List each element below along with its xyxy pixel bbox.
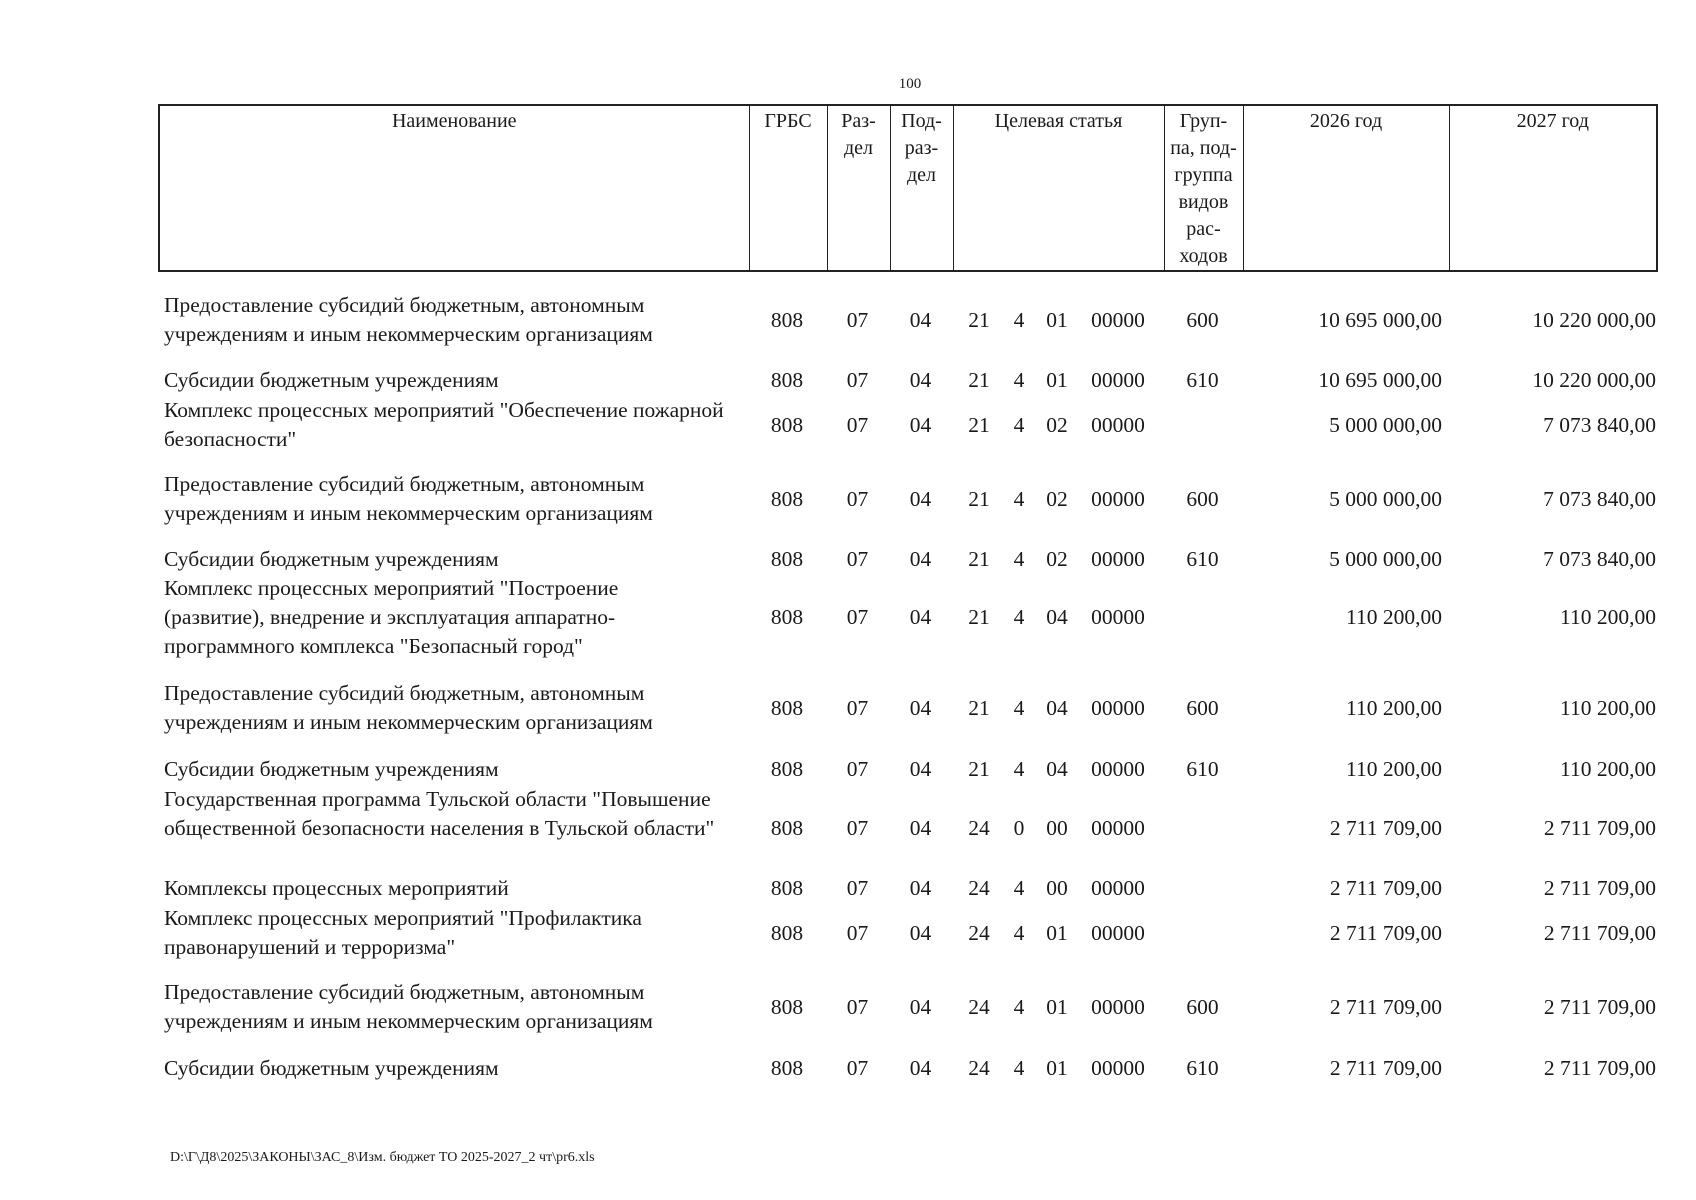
cell-y2027: 7 073 840,00 — [1543, 412, 1656, 437]
cell-rz: 07 — [846, 1056, 869, 1080]
cell-t4: 00000 — [1091, 757, 1145, 781]
header-name: Наименование — [159, 105, 749, 271]
cell-t3: 04 — [1046, 605, 1068, 629]
cell-y2027: 2 711 709,00 — [1543, 876, 1656, 900]
cell-t2: 4 — [1013, 412, 1025, 437]
cell-t3: 02 — [1046, 547, 1068, 571]
cell-t4: 00000 — [1091, 307, 1145, 332]
cell-grbs: 808 — [770, 757, 804, 781]
cell-t3: 00 — [1046, 816, 1068, 840]
cell-vr: 600 — [1186, 695, 1219, 720]
cell-t1: 24 — [968, 994, 990, 1019]
cell-vr: 600 — [1186, 994, 1219, 1019]
cell-t1: 21 — [968, 757, 990, 781]
table-header — [158, 104, 1658, 272]
cell-rz: 07 — [846, 307, 869, 332]
cell-y2026: 2 711 709,00 — [1329, 994, 1442, 1019]
cell-t3: 01 — [1046, 1056, 1068, 1080]
cell-vr: 600 — [1186, 486, 1219, 511]
cell-pr: 04 — [909, 757, 932, 781]
cell-pr: 04 — [909, 876, 932, 900]
cell-t3: 01 — [1046, 368, 1068, 392]
cell-y2027: 110 200,00 — [1560, 605, 1656, 629]
cell-y2027: 2 711 709,00 — [1543, 1056, 1656, 1080]
cell-y2027: 110 200,00 — [1560, 695, 1656, 720]
cell-grbs: 808 — [770, 307, 804, 332]
cell-y2026: 5 000 000,00 — [1329, 547, 1442, 571]
cell-pr: 04 — [909, 994, 932, 1019]
cell-rz: 07 — [846, 547, 869, 571]
cell-y2026: 10 695 000,00 — [1318, 307, 1442, 332]
cell-y2026: 110 200,00 — [1346, 757, 1442, 781]
row-name: Субсидии бюджетным учреждениям — [164, 547, 499, 571]
cell-y2027: 10 220 000,00 — [1532, 307, 1656, 332]
cell-pr: 04 — [909, 695, 932, 720]
cell-y2027: 7 073 840,00 — [1543, 486, 1656, 511]
cell-vr: 610 — [1186, 757, 1219, 781]
cell-rz: 07 — [846, 412, 869, 437]
cell-pr: 04 — [909, 547, 932, 571]
cell-t4: 00000 — [1091, 876, 1145, 900]
cell-y2026: 5 000 000,00 — [1329, 486, 1442, 511]
cell-y2026: 110 200,00 — [1346, 695, 1442, 720]
cell-t2: 4 — [1013, 605, 1025, 629]
header-expense-group: Груп- па, под- группа видов рас- ходов — [1164, 105, 1243, 271]
cell-pr: 04 — [909, 486, 932, 511]
cell-y2027: 2 711 709,00 — [1543, 994, 1656, 1019]
cell-vr: 610 — [1186, 547, 1219, 571]
header-target-article: Целевая статья — [953, 105, 1164, 271]
cell-rz: 07 — [846, 876, 869, 900]
row-name: Субсидии бюджетным учреждениям — [164, 368, 499, 392]
cell-rz: 07 — [846, 920, 869, 945]
cell-grbs: 808 — [770, 920, 804, 945]
cell-t4: 00000 — [1091, 605, 1145, 629]
cell-grbs: 808 — [770, 994, 804, 1019]
cell-t4: 00000 — [1091, 486, 1145, 511]
cell-y2026: 10 695 000,00 — [1318, 368, 1442, 392]
cell-t2: 4 — [1013, 1056, 1025, 1080]
cell-t4: 00000 — [1091, 920, 1145, 945]
cell-rz: 07 — [846, 816, 869, 840]
cell-t1: 24 — [968, 920, 990, 945]
cell-t3: 02 — [1046, 412, 1068, 437]
header-subsection: Под- раз- дел — [890, 105, 953, 271]
cell-t1: 21 — [968, 547, 990, 571]
row-name: Комплекс процессных мероприятий "Построение (развитие), внедрение и эксплуатация аппаратно-программного комплекса "Безопасный город" — [164, 576, 619, 658]
cell-pr: 04 — [909, 368, 932, 392]
cell-y2027: 110 200,00 — [1560, 757, 1656, 781]
cell-t3: 01 — [1046, 307, 1068, 332]
cell-grbs: 808 — [770, 486, 804, 511]
cell-vr: 600 — [1186, 307, 1219, 332]
cell-rz: 07 — [846, 486, 869, 511]
cell-t3: 04 — [1046, 757, 1068, 781]
cell-grbs: 808 — [770, 876, 804, 900]
cell-y2027: 10 220 000,00 — [1532, 368, 1656, 392]
cell-t2: 4 — [1013, 994, 1025, 1019]
cell-t2: 4 — [1013, 920, 1025, 945]
cell-grbs: 808 — [770, 816, 804, 840]
cell-y2027: 2 711 709,00 — [1543, 816, 1656, 840]
cell-t4: 00000 — [1091, 816, 1145, 840]
cell-rz: 07 — [846, 695, 869, 720]
cell-t1: 24 — [968, 1056, 990, 1080]
row-name: Субсидии бюджетным учреждениям — [164, 757, 499, 781]
file-path: D:\Г\Д8\2025\ЗАКОНЫ\ЗАС_8\Изм. бюджет ТО 2025-2027_2 чт\pr6.xls — [170, 1150, 595, 1165]
cell-t2: 4 — [1013, 307, 1025, 332]
cell-t4: 00000 — [1091, 412, 1145, 437]
cell-pr: 04 — [909, 307, 932, 332]
cell-t4: 00000 — [1091, 1056, 1145, 1080]
cell-grbs: 808 — [770, 605, 804, 629]
cell-grbs: 808 — [770, 547, 804, 571]
cell-t4: 00000 — [1091, 368, 1145, 392]
cell-t4: 00000 — [1091, 547, 1145, 571]
cell-y2026: 2 711 709,00 — [1329, 920, 1442, 945]
cell-rz: 07 — [846, 605, 869, 629]
cell-t3: 01 — [1046, 920, 1068, 945]
cell-rz: 07 — [846, 368, 869, 392]
header-grbs: ГРБС — [749, 105, 827, 271]
row-name: Государственная программа Тульской области "Повышение общественной безопасности населения в Тульской области" — [164, 787, 715, 840]
cell-t1: 21 — [968, 412, 990, 437]
cell-vr: 610 — [1186, 368, 1219, 392]
cell-t2: 4 — [1013, 757, 1025, 781]
cell-pr: 04 — [909, 920, 932, 945]
cell-y2026: 110 200,00 — [1346, 605, 1442, 629]
cell-y2027: 2 711 709,00 — [1543, 920, 1656, 945]
cell-rz: 07 — [846, 757, 869, 781]
cell-y2026: 2 711 709,00 — [1329, 1056, 1442, 1080]
page-number: 100 — [898, 76, 922, 92]
row-name: Предоставление субсидий бюджетным, автономным учреждениям и иным некоммерческим организациям — [164, 681, 653, 734]
cell-vr: 610 — [1186, 1056, 1219, 1080]
cell-grbs: 808 — [770, 695, 804, 720]
cell-t1: 21 — [968, 368, 990, 392]
cell-t3: 00 — [1046, 876, 1068, 900]
row-name: Предоставление субсидий бюджетным, автономным учреждениям и иным некоммерческим организациям — [164, 472, 653, 525]
cell-t1: 21 — [968, 307, 990, 332]
cell-t3: 04 — [1046, 695, 1068, 720]
row-name: Комплекс процессных мероприятий "Профилактика правонарушений и терроризма" — [164, 906, 642, 959]
header-year-2027: 2027 год — [1449, 105, 1657, 271]
cell-pr: 04 — [909, 412, 932, 437]
cell-t4: 00000 — [1091, 994, 1145, 1019]
cell-t3: 01 — [1046, 994, 1068, 1019]
cell-grbs: 808 — [770, 412, 804, 437]
row-name: Предоставление субсидий бюджетным, автономным учреждениям и иным некоммерческим организациям — [164, 980, 653, 1033]
cell-grbs: 808 — [770, 368, 804, 392]
cell-t3: 02 — [1046, 486, 1068, 511]
cell-grbs: 808 — [770, 1056, 804, 1080]
row-name: Комплексы процессных мероприятий — [164, 876, 509, 900]
cell-t2: 0 — [1013, 816, 1025, 840]
cell-t1: 24 — [968, 876, 990, 900]
row-name: Предоставление субсидий бюджетным, автономным учреждениям и иным некоммерческим организациям — [164, 293, 653, 346]
row-name: Субсидии бюджетным учреждениям — [164, 1056, 499, 1080]
cell-t2: 4 — [1013, 695, 1025, 720]
cell-y2026: 5 000 000,00 — [1329, 412, 1442, 437]
cell-rz: 07 — [846, 994, 869, 1019]
cell-pr: 04 — [909, 605, 932, 629]
cell-t1: 21 — [968, 486, 990, 511]
cell-t4: 00000 — [1091, 695, 1145, 720]
cell-pr: 04 — [909, 816, 932, 840]
cell-t1: 21 — [968, 605, 990, 629]
cell-pr: 04 — [909, 1056, 932, 1080]
cell-y2027: 7 073 840,00 — [1543, 547, 1656, 571]
cell-t2: 4 — [1013, 876, 1025, 900]
row-name: Комплекс процессных мероприятий "Обеспечение пожарной безопасности" — [164, 398, 724, 451]
cell-y2026: 2 711 709,00 — [1329, 816, 1442, 840]
header-year-2026: 2026 год — [1243, 105, 1449, 271]
cell-t1: 24 — [968, 816, 990, 840]
cell-t2: 4 — [1013, 547, 1025, 571]
cell-t2: 4 — [1013, 486, 1025, 511]
cell-t2: 4 — [1013, 368, 1025, 392]
header-section: Раз- дел — [827, 105, 890, 271]
cell-t1: 21 — [968, 695, 990, 720]
cell-y2026: 2 711 709,00 — [1329, 876, 1442, 900]
